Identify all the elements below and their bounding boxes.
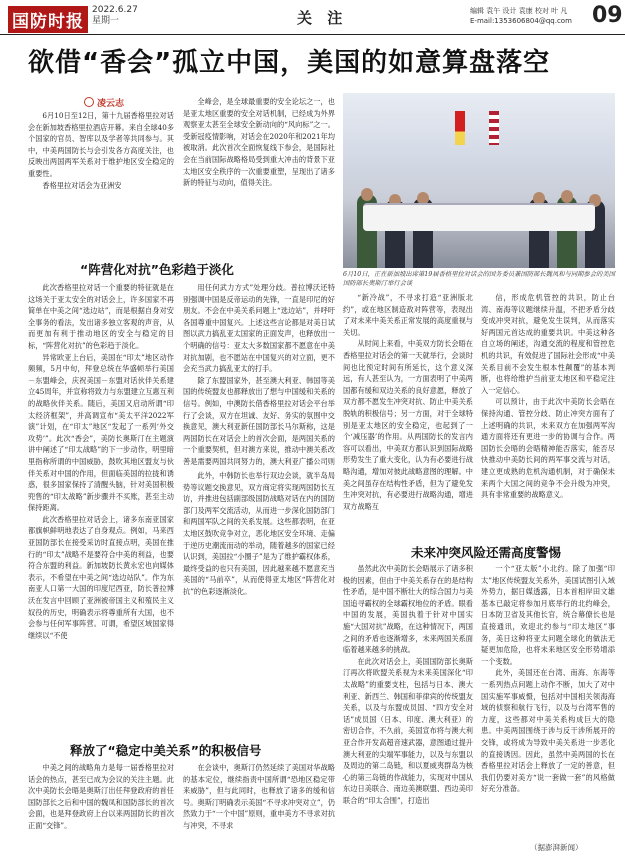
- issue-date: [92, 5, 138, 27]
- person-head: [561, 190, 573, 203]
- section3-column-2: [183, 762, 335, 860]
- page-number: 09: [592, 3, 623, 28]
- paragraph: 可以预计，由于此次中美防长会晤在保持沟通、管控分歧、防止冲突方面有了上述明确的共识，未来双方在加强两军沟通方面将还有更进一步的协调与合作。两国防长会晤的会晤精神能否落实，能否尽快推动中美防长间的两军事交流与对话，建立更成熟的危机沟通机制，对于确保未来两个大国之间的竞争不会升级为冲突，具有非常重要的战略意义。: [481, 397, 615, 500]
- section2-column-1: [343, 563, 473, 840]
- paragraph: 6月10日至12日，第十九届香格里拉对话会在新加坡香格里拉酒店开幕。来自全球40多个国家的官员、智库以及学者等共同参与。其中，中美两国防长与会引发各方高度关注，也反映出两国两军关系对于维护地区安全稳定的重要性。: [28, 111, 174, 178]
- person-head: [361, 188, 373, 201]
- paragraph: 此次香格里拉对话会上，诸多东南亚国家都旗帜鲜明地表达了自身观点。例如，马来西亚国防部长在接受采访时直接点明，美国在推行的“印太”战略不是要符合中美的利益，也要符合东盟的利益。新加坡防长黄永宏也向媒体表示，不希望在中美之间“选边站队”。作为东南亚人口第一大国的印度尼西亚，防长普拉博沃在发言中回顾了亚洲被帝国主义和殖民主义奴役的历史，明确表示将尊重所有大国，也不会参与任何军事阵营。可谓，希望区域国家得继续以“不使: [28, 514, 174, 640]
- subheading-1: “阵营化对抗”色彩趋于淡化: [80, 262, 234, 277]
- masthead-logo: 国防时报: [8, 6, 88, 33]
- intro-column-1: [28, 110, 174, 242]
- photo-caption: 6月10日，正在新加坡出席第19届香格里拉对话会的国务委员兼国防部长魏凤和与同期参会的美国国防部长奥斯汀举行会谈: [343, 271, 615, 287]
- paragraph: 除了东盟国家外，甚至澳大利亚、韩国等美国的传统盟友也都释放出了想与中国缓和关系的信号。例如，中澳防长借香格里拉对话会平台举行了会谈，双方在坦诚、友好、务实的氛围中交换意见，澳大利亚新任国防部长马尔斯称，这是两国防长在对话会上的首次会面，是两国关系的一个重要契机，但对澳方来说，推动中澳关系改善是需要两国共同努力的，澳大利亚广播公司则: [183, 375, 335, 466]
- paragraph: 香格里拉对话会为亚洲安: [42, 180, 122, 190]
- section1-column-1: [28, 282, 174, 742]
- column-4-upper: [343, 292, 473, 528]
- paragraph: 异常欧亚上台后，美国在“印太”地区动作频频，5月中旬，拜登总统在华盛顿举行美国－东盟峰会，庆祝美国－东盟对话伙伴关系建立45周年，并宣称将致力与东盟建立互惠互利的战略伙伴关系。随后，美国又启动所谓“印太经济框架”，并高调宣布“美太平洋2022军演”计划，在“印太”地区“发起了一系列‘外交攻势’”。此次“香会”，美防长奥斯汀在主题演讲中阐述了“印太战略”的下一步动作，明里暗里指称所谓的中国威胁，鼓吹其地区盟友与伙伴关系对中国的作用，但面临美国的拉拢和诱惑，很多国家保持了清醒头脑，针对美国积极兜售的“印太战略”新步骤并不买账，甚至主动保持距离。: [28, 352, 174, 513]
- paragraph: 全峰会，是全球最重要的安全论坛之一，也是亚太地区重要的安全对话机制，已经成为外界观察亚太甚至全球安全新动向的“风向标”之一。受新冠疫情影响，对话会在2020年和2021年均被取消。此次首次全面恢复线下参会，是国际社会在当前国际战略格局受到重大冲击的背景下亚太地区安全秩序的一次重要重塑，呈现出了诸多新的特征与动向，值得关注。: [183, 97, 335, 188]
- source-credit: （据澎湃新闻）: [530, 843, 583, 852]
- paragraph: “新冷战”，不寻求打造“亚洲版北约”，或在地区制造敌对阵营等，表现出了对未来中美关系正常发展的高度重视与关切。: [343, 293, 473, 337]
- intro-column-2: [183, 96, 335, 244]
- editor-credits: [470, 6, 588, 26]
- paragraph: 此外，中韩防长也举行双边会谈，就半岛局势等议题交换意见，双方商定将实现两国防长互访，并推进包括副部级国防战略对话在内的国防部门及两军交流活动，从而进一步深化国防部门和两国军队之间的关系发展。这些都表明，在亚太地区鼓吹竞争对立，恶化地区安全环境、走偏于逆历史潮流而动的举动，随着越多的国家已经认识到，美国拉“小圈子”是为了维护霸权体系，最终受益的也只有美国，因此越来越不愿意充当美国的“马前卒”，从而使得亚太地区“阵营化对抗”的色彩逐渐淡化。: [183, 471, 335, 596]
- paragraph: 中美之间的战略角力是每一届香格里拉对话会的热点，甚至已成为会议的关注主题。此次中美防长会晤是奥斯汀出任拜登政府的首任国防部长之后和中国的魏凤和国防部长的首次会面，也是拜登政府上台以来两国防长的首次正面“交锋”。: [28, 763, 174, 830]
- section1-column-2: [183, 282, 335, 466]
- subheading-3: 释放了“稳定中美关系”的积极信号: [70, 743, 262, 758]
- date-text: 2022.6.27: [92, 5, 138, 15]
- paragraph: 用任何武力方式”处理分歧。普拉博沃还特别强调中国是反帝运动的先锋，一直是印尼的好朋友。不会在中美关系问题上“选边站”，并呼吁各国尊重中国复兴。上述这些言论都是对美日试图以武力搞乱亚太国家的正面发声，也释放出一个明确的信号：亚太大多数国家都不愿意在中美对抗加剧，也不愿站在中国复兴的对立面，更不会充当武力搞乱亚太的打手。: [183, 283, 335, 374]
- section2-column-2: [481, 563, 615, 840]
- flag-icon: [455, 111, 465, 145]
- section-title: 关 注: [297, 9, 348, 27]
- paragraph: 在会谈中，奥斯汀仍然延续了美国对华战略的基本定位，继续指责中国所谓“恐地区稳定带来威胁”，但与此同时，也释放了诸多的缓和信号。奥斯汀明确表示美国“不寻求冲突对立”，仍然致力于“一个中国”原则，重申美方不寻求对抗与冲突，不寻求: [183, 763, 335, 830]
- flag-icon: [489, 111, 499, 145]
- paragraph: 从时间上来看，中美双方防长会晤在香格里拉对话会的第一天就举行，会谈时间也比预定时间有所延长，这个意义深远，有人甚至认为，一方面表明了中美两国都有缓和双边关系的良好意愿，释放了双方都不愿发生冲突对抗、防止中美关系脱轨的积极信号；另一方面，对于全球特别是亚太地区的安全稳定，也起到了一个‘减压器’的作用。从两国防长的发言内容可以看出，中美双方都认识到国际战略形势发生了重大变化，认为有必要进行战略沟通，增加对彼此战略意图的理解。中美之间虽存在结构性矛盾，但为了避免发生冲突对抗，有必要进行战略沟通，增进双方战略互: [343, 339, 473, 511]
- paragraph: 一个“亚太版”小北约。除了加强“印太”地区传统盟友关系外，美国试图引入域外势力，据日媒透露，日本首相岸田文雄基本已敲定将参加月底举行的北约峰会，日本防卫省及其他长官，统合幕僚长也是直接通讯，欢迎北约参与“印太地区”事务，美日这种将亚太问题全球化的做法无疑更加危险，也将未来地区安全形势增添一个变数。: [481, 564, 615, 666]
- headline: 欲借“香会”孤立中国，美国的如意算盘落空: [28, 48, 551, 78]
- news-photo: [343, 93, 615, 268]
- paragraph: 信，形成危机管控的共识，防止台湾、南海等议题继续升温，不把矛盾分歧变成冲突对抗，避免发生误判，从而落实好两国元首达成的重要共识。中美这种各自立场的阐述，沟通交流的程度和管控危机的共识，有效促进了国际社会形成“中美关系目前不会发生根本性颠覆”的基本判断，也将给维护当前亚太地区和平稳定注入一定信心。: [481, 293, 615, 395]
- paragraph: 虽然此次中美防长会晤展示了诸多积极的因素，但由于中美关系存在的是结构性矛盾，是中国不断壮大的综合国力与美国追寻霸权的全球霸权地位的矛盾。眼看中国的发展，美国执着于针对中国实施“大国对抗”战略，在这种情况下，两国之间的矛盾也逐渐增多，未来两国关系面临着越来越多的挑战。: [343, 564, 473, 655]
- paragraph: 此次香格里拉对话一个重要的特征就是在这场关于亚太安全的对话会上，许多国家不再简单在中美之间“选边站”，而是根据自身对安全事务的看法，发出诸多独立客观的声音，从而更加有利于推动地区的安全与稳定的目标，“阵营化对抗”的色彩趋于淡化。: [28, 283, 174, 350]
- author-name: 凌云志: [97, 99, 125, 109]
- section1-column-3: [183, 470, 335, 740]
- byline: [84, 96, 124, 109]
- column-5-upper: [481, 292, 615, 528]
- paragraph: 此外，美国还在台湾、南海、东海等一系列热点问题上动作不断，加大了对中国实施军事威慑，包括对中国相关领海海域的侦察和航行飞行，以及与台湾军售的力度，这些都对中美关系构成巨大的隐患。中美两国围绕于涉与反干涉所展开的交锋，或将成为导致中美关系进一步恶化的直接诱因。因此，虽然中美两国的长在香格里拉对话会上释放了一定的善意，但我们仍要对美方“说一套做一套”的风格做好充分准备。: [481, 668, 615, 794]
- section3-column-1: [28, 762, 174, 860]
- paragraph: 在此次对话会上，美国国防部长奥斯汀再次将欧盟关系视为未来美国深化“印太战略”的重要支柱，包括与日本、澳大利亚、新西兰、韩国和菲律宾的传统盟友关系，以及与东盟成员国、“四方安全对话”成员国（日本、印度、澳大利亚）的密切合作，不久前，美国宣布将与澳大利亚合作开发高超音速武器，意图通过提升澳大利亚的尖端军事能力，以及与东盟以及周边的第二岛链，和以夏威夷群岛为核心的第三岛链的作战能力，实现对中国从东边日美联合、南边美澳联盟、西边美印联合的“印太合围”，打造出: [343, 656, 473, 805]
- editor-names: 编辑 袁午 设计 袁康 校对 叶 凡: [470, 7, 568, 15]
- byline-icon: [84, 97, 94, 107]
- subheading-2: 未来冲突风险还需高度警惕: [411, 545, 562, 560]
- contact-email: E-mail:1353606804@qq.com: [470, 17, 572, 25]
- weekday-text: 星期一: [92, 16, 120, 26]
- meeting-table: [363, 203, 595, 231]
